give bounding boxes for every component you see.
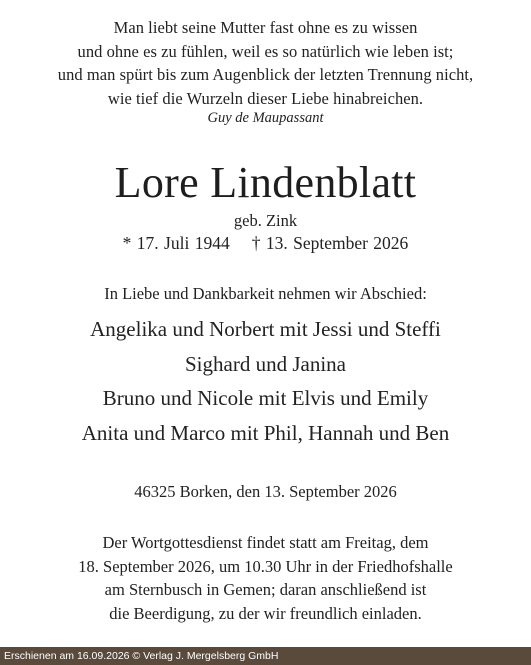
memorial-quote: [0, 16, 531, 110]
life-dates: [0, 233, 531, 254]
service-details: [0, 531, 531, 625]
service-line: am Sternbusch in Gemen; daran anschließend ist: [104, 580, 427, 599]
place-and-date: 46325 Borken, den 13. September 2026: [134, 482, 397, 501]
deceased-name: Lore Lindenblatt: [114, 158, 417, 207]
mourner-line: Sighard und Janina: [185, 351, 346, 376]
birth-date: * 17. Juli 1944: [122, 233, 230, 253]
birth-name: geb. Zink: [233, 211, 298, 230]
service-line: die Beerdigung, zu der wir freundlich einladen.: [109, 603, 422, 623]
quote-line: und ohne es zu fühlen, weil es so natürlich wie leben ist;: [77, 41, 454, 61]
quote-author: Guy de Maupassant: [207, 110, 324, 126]
mourners-list: [0, 312, 531, 450]
mourner-line: Angelika und Norbert mit Jessi und Steffi: [90, 317, 441, 341]
farewell-intro: In Liebe und Dankbarkeit nehmen wir Abschied:: [104, 284, 427, 303]
service-line: 18. September 2026, um 10.30 Uhr in der Friedhofshalle: [78, 556, 453, 576]
publication-footer: Erschienen am 16.09.2026 © Verlag J. Mergelsberg GmbH: [0, 647, 531, 665]
quote-line: Man liebt seine Mutter fast ohne es zu wissen: [113, 18, 418, 37]
service-line: Der Wortgottesdienst findet statt am Freitag, dem: [102, 533, 429, 552]
quote-line: und man spürt bis zum Augenblick der letzten Trennung nicht,: [57, 65, 474, 84]
mourner-line: Bruno und Nicole mit Elvis und Emily: [102, 386, 429, 410]
death-date: † 13. September 2026: [251, 233, 409, 253]
mourner-line: Anita und Marco mit Phil, Hannah und Ben: [81, 420, 450, 445]
quote-line: wie tief die Wurzeln dieser Liebe hinabreichen.: [107, 88, 424, 108]
